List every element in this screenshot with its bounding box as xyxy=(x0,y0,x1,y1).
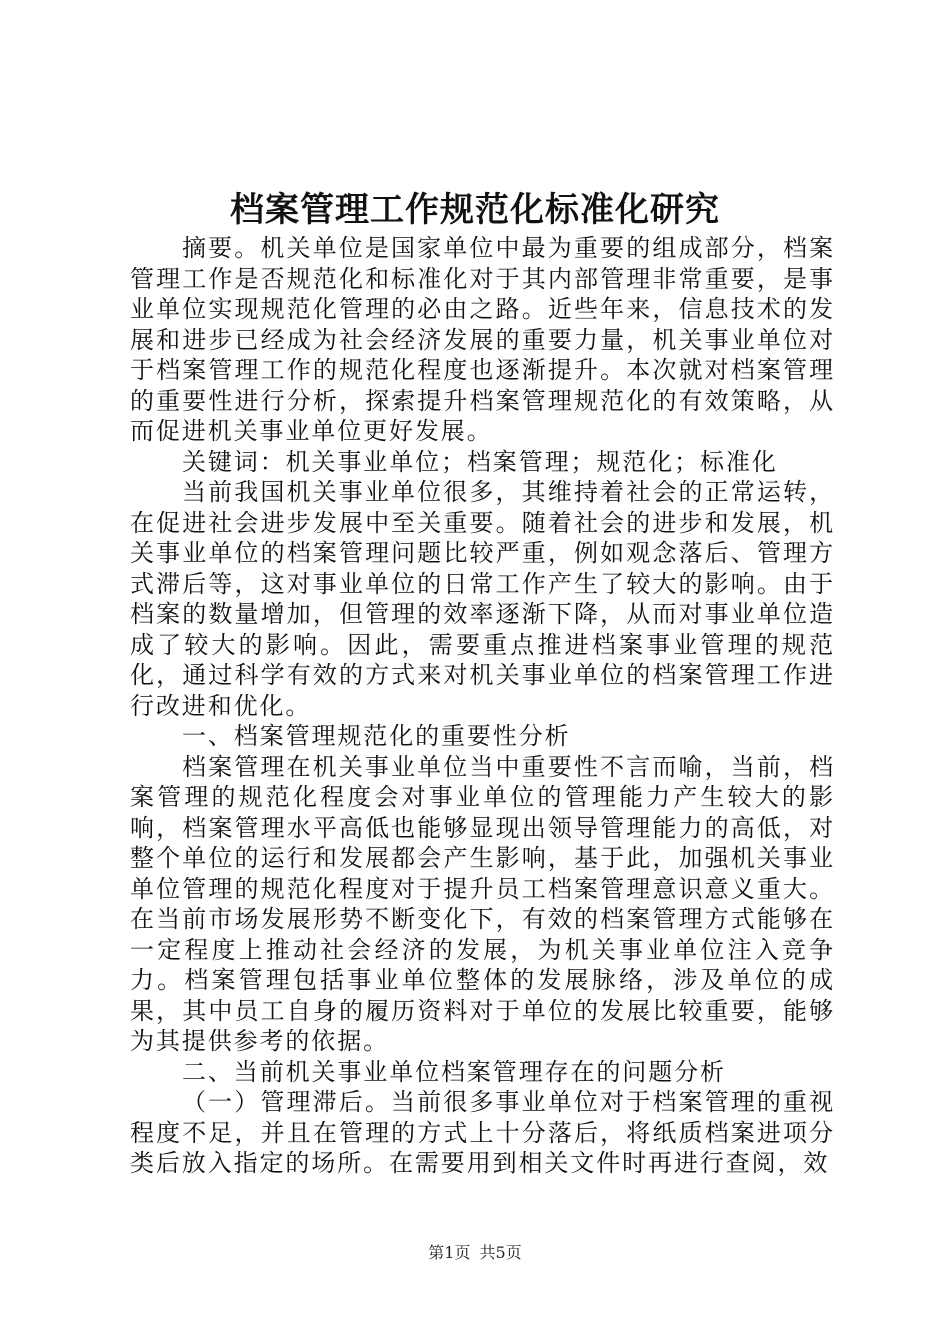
section-heading-1: 一、档案管理规范化的重要性分析 xyxy=(182,722,571,750)
intro-paragraph: 当前我国机关事业单位很多，其维持着社会的正常运转，在促进社会进步发展中至关重要。随着社会的进步和发展，机关事业单位的档案管理问题比较严重，例如观念落后、管理方式滞后等，这对事业单位的日常工作产生了较大的影响。由于档案的数量增加，但管理的效率逐渐下降，从而对事业单位造成了较大的影响。因此，需要重点推进档案事业管理的规范化，通过科学有效的方式来对机关事业单位的档案管理工作进行改进和优化。 xyxy=(130,478,835,720)
page-number: 第1页 xyxy=(428,1243,471,1262)
total-pages: 共5页 xyxy=(479,1243,522,1262)
page-footer xyxy=(0,1243,950,1263)
section-1-paragraph: 档案管理在机关事业单位当中重要性不言而喻，当前，档案管理的规范化程度会对事业单位的管理能力产生较大的影响，档案管理水平高低也能够显现出领导管理能力的高低，对整个单位的运行和发展都会产生影响，基于此，加强机关事业单位管理的规范化程度对于提升员工档案管理意识意义重大。在当前市场发展形势不断变化下，有效的档案管理方式能够在一定程度上推动社会经济的发展，为机关事业单位注入竞争力。档案管理包括事业单位整体的发展脉络，涉及单位的成果，其中员工自身的履历资料对于单位的发展比较重要，能够为其提供参考的依据。 xyxy=(130,752,835,1055)
document-title: 档案管理工作规范化标准化研究 xyxy=(230,190,720,230)
subsection-1-paragraph: （一）管理滞后。当前很多事业单位对于档案管理的重视程度不足，并且在管理的方式上十分落后，将纸质档案进项分类后放入指定的场所。在需要用到相关文件时再进行查阅，效 xyxy=(130,1088,835,1177)
abstract-paragraph: 摘要。机关单位是国家单位中最为重要的组成部分，档案管理工作是否规范化和标准化对于其内部管理非常重要，是事业单位实现规范化管理的必由之路。近些年来，信息技术的发展和进步已经成为社会经济发展的重要力量，机关事业单位对于档案管理工作的规范化程度也逐渐提升。本次就对档案管理的重要性进行分析，探索提升档案管理规范化的有效策略，从而促进机关事业单位更好发展。 xyxy=(130,234,835,445)
keywords-line: 关键词：机关事业单位；档案管理；规范化；标准化 xyxy=(182,447,778,476)
section-heading-2: 二、当前机关事业单位档案管理存在的问题分析 xyxy=(182,1057,726,1086)
document-body xyxy=(130,233,835,1179)
